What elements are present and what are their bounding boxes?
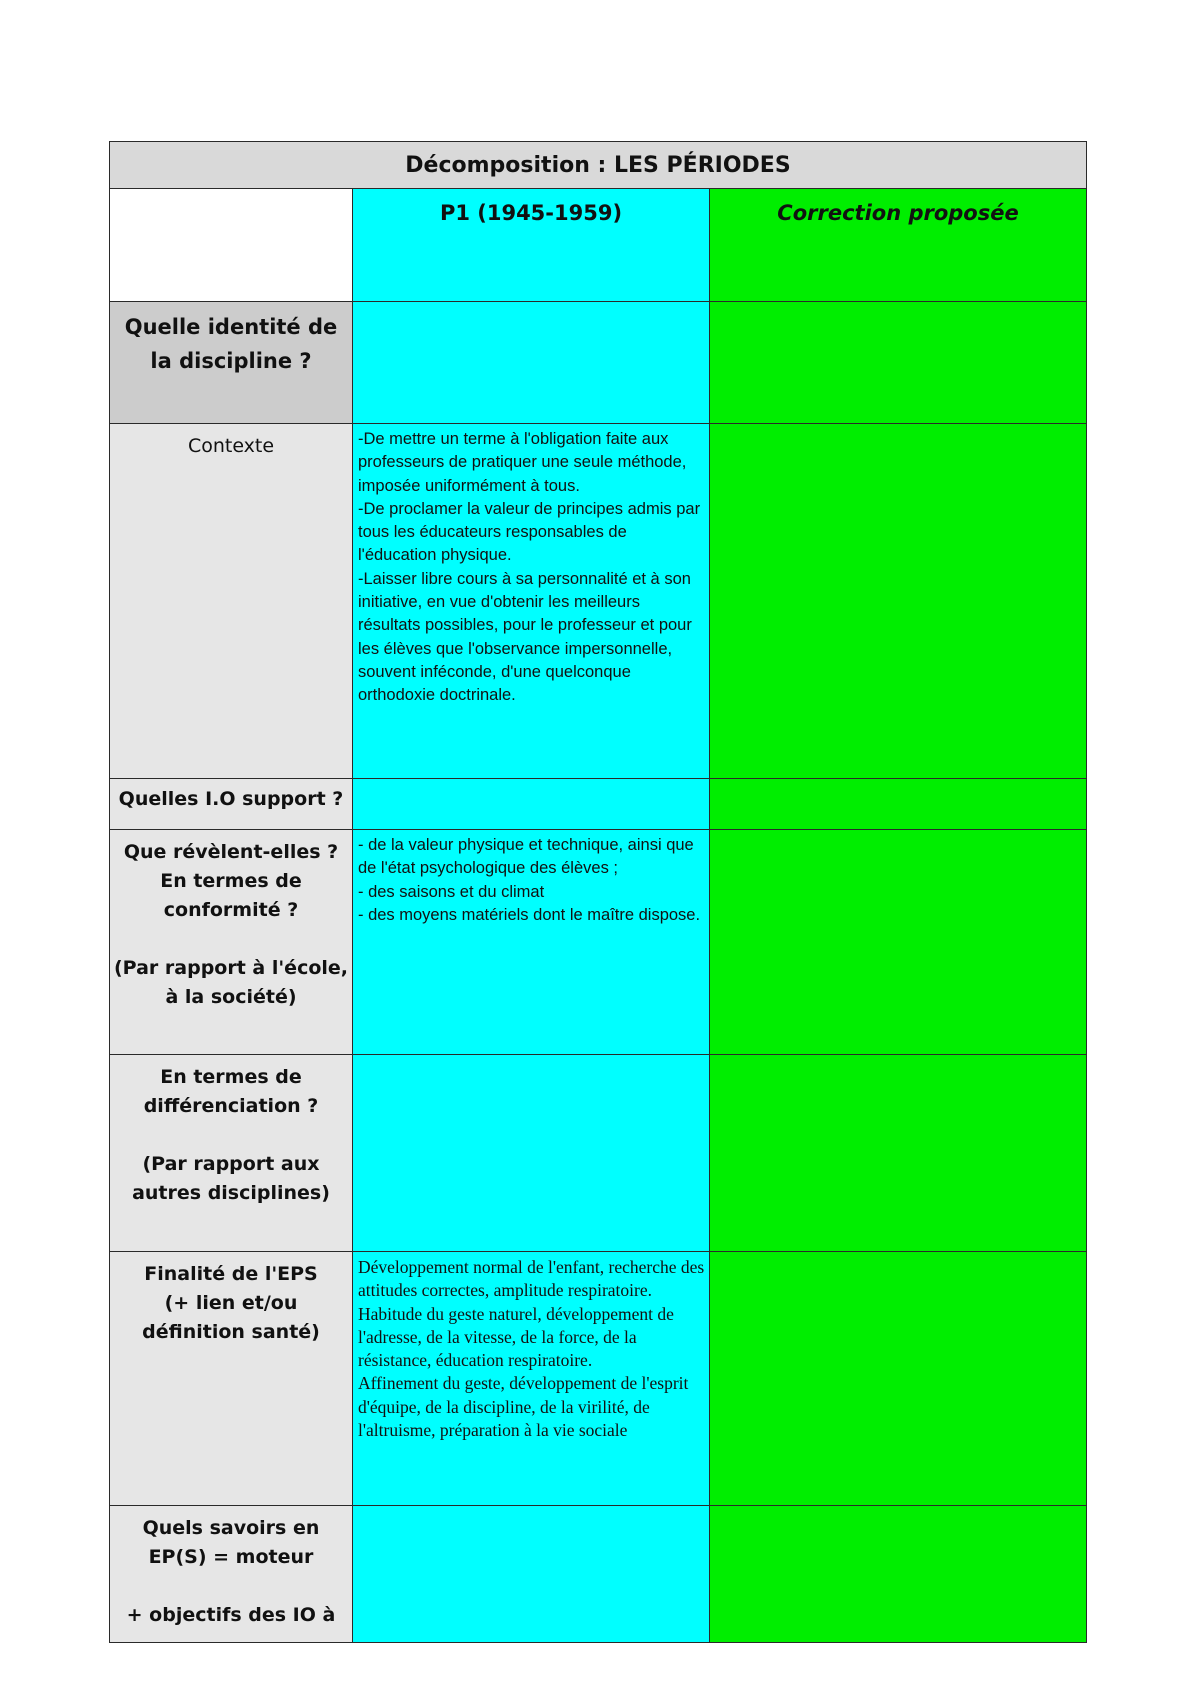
row-label-differenciation (110, 1055, 353, 1252)
label-line: définition santé) (142, 1321, 320, 1343)
cell-period-finalite (353, 1252, 710, 1506)
cell-period-contexte (353, 424, 710, 779)
cell-correction-differenciation (710, 1055, 1087, 1252)
table-row-contexte (110, 424, 1087, 779)
row-label-finalite (110, 1252, 353, 1506)
table-row-differenciation (110, 1055, 1087, 1252)
label-spacer (114, 1572, 348, 1601)
cell-correction-finalite (710, 1252, 1087, 1506)
label-line: Que révèlent-elles ? (123, 841, 339, 863)
header-blank-cell (110, 189, 353, 302)
label-line: à la société) (165, 986, 297, 1008)
cell-period-savoirs (353, 1506, 710, 1643)
revelent-paragraph: - des moyens matériels dont le maître dispose. (358, 905, 701, 924)
row-label-revelent (110, 830, 353, 1055)
cell-correction-io-support (710, 779, 1087, 830)
header-row (110, 189, 1087, 302)
table-row-identite (110, 302, 1087, 424)
label-line: En termes de (160, 870, 302, 892)
finalite-paragraph: Affinement du geste, développement de l'esprit d'équipe, de la discipline, de la virilité, de l'altruisme, préparation à la vie sociale (358, 1373, 689, 1441)
label-line: Finalité de l'EPS (144, 1263, 318, 1285)
period-header: P1 (1945-1959) (353, 189, 710, 302)
cell-correction-identite (710, 302, 1087, 424)
periodes-table (109, 141, 1087, 1643)
cell-period-identite (353, 302, 710, 424)
cell-correction-savoirs (710, 1506, 1087, 1643)
cell-period-revelent (353, 830, 710, 1055)
revelent-paragraph: - des saisons et du climat (358, 882, 545, 901)
table-title: Décomposition : LES PÉRIODES (110, 142, 1087, 189)
revelent-paragraph: - de la valeur physique et technique, ainsi que de l'état psychologique des élèves ; (358, 836, 694, 878)
label-line: différenciation ? (143, 1095, 319, 1117)
label-line: conformité ? (163, 899, 299, 921)
label-spacer (114, 925, 348, 954)
cell-period-io-support (353, 779, 710, 830)
row-label-contexte: Contexte (110, 424, 353, 779)
table-row-io-support (110, 779, 1087, 830)
label-line: Quelle identité de (124, 315, 338, 339)
title-row (110, 142, 1087, 189)
label-line: + objectifs des IO à (126, 1604, 336, 1626)
table-row-savoirs (110, 1506, 1087, 1643)
cell-period-differenciation (353, 1055, 710, 1252)
row-label-identite (110, 302, 353, 424)
contexte-paragraph: -De mettre un terme à l'obligation faite aux professeurs de pratiquer une seule méthode, imposée uniformément à tous. (358, 430, 687, 495)
label-line: autres disciplines) (132, 1182, 330, 1204)
finalite-paragraph: Habitude du geste naturel, développement de l'adresse, de la vitesse, de la force, de la résistance, éducation respiratoire. (358, 1303, 674, 1371)
label-line: (+ lien et/ou (164, 1292, 298, 1314)
table-row-finalite (110, 1252, 1087, 1506)
correction-header: Correction proposée (710, 189, 1087, 302)
table-row-revelent (110, 830, 1087, 1055)
label-line: Quels savoirs en (142, 1517, 320, 1539)
label-line: la discipline ? (150, 349, 312, 373)
cell-correction-contexte (710, 424, 1087, 779)
row-label-savoirs (110, 1506, 353, 1643)
finalite-paragraph: Développement normal de l'enfant, recherche des attitudes correctes, amplitude respiratoire. (358, 1257, 705, 1301)
contexte-paragraph: -De proclamer la valeur de principes admis par tous les éducateurs responsables de l'éducation physique. (358, 499, 701, 565)
row-label-io-support: Quelles I.O support ? (110, 779, 353, 830)
label-spacer (114, 1121, 348, 1150)
label-line: (Par rapport aux (142, 1153, 320, 1175)
contexte-paragraph: -Laisser libre cours à sa personnalité et à son initiative, en vue d'obtenir les meilleurs résultats possibles, pour le professeur et pour les élèves que l'observance impersonnelle, souvent inféconde, d'une quelconque orthodoxie doctrinale. (358, 569, 692, 705)
label-line: En termes de (160, 1066, 302, 1088)
cell-correction-revelent (710, 830, 1087, 1055)
label-line: EP(S) = moteur (148, 1546, 314, 1568)
label-line: (Par rapport à l'école, (114, 957, 349, 979)
